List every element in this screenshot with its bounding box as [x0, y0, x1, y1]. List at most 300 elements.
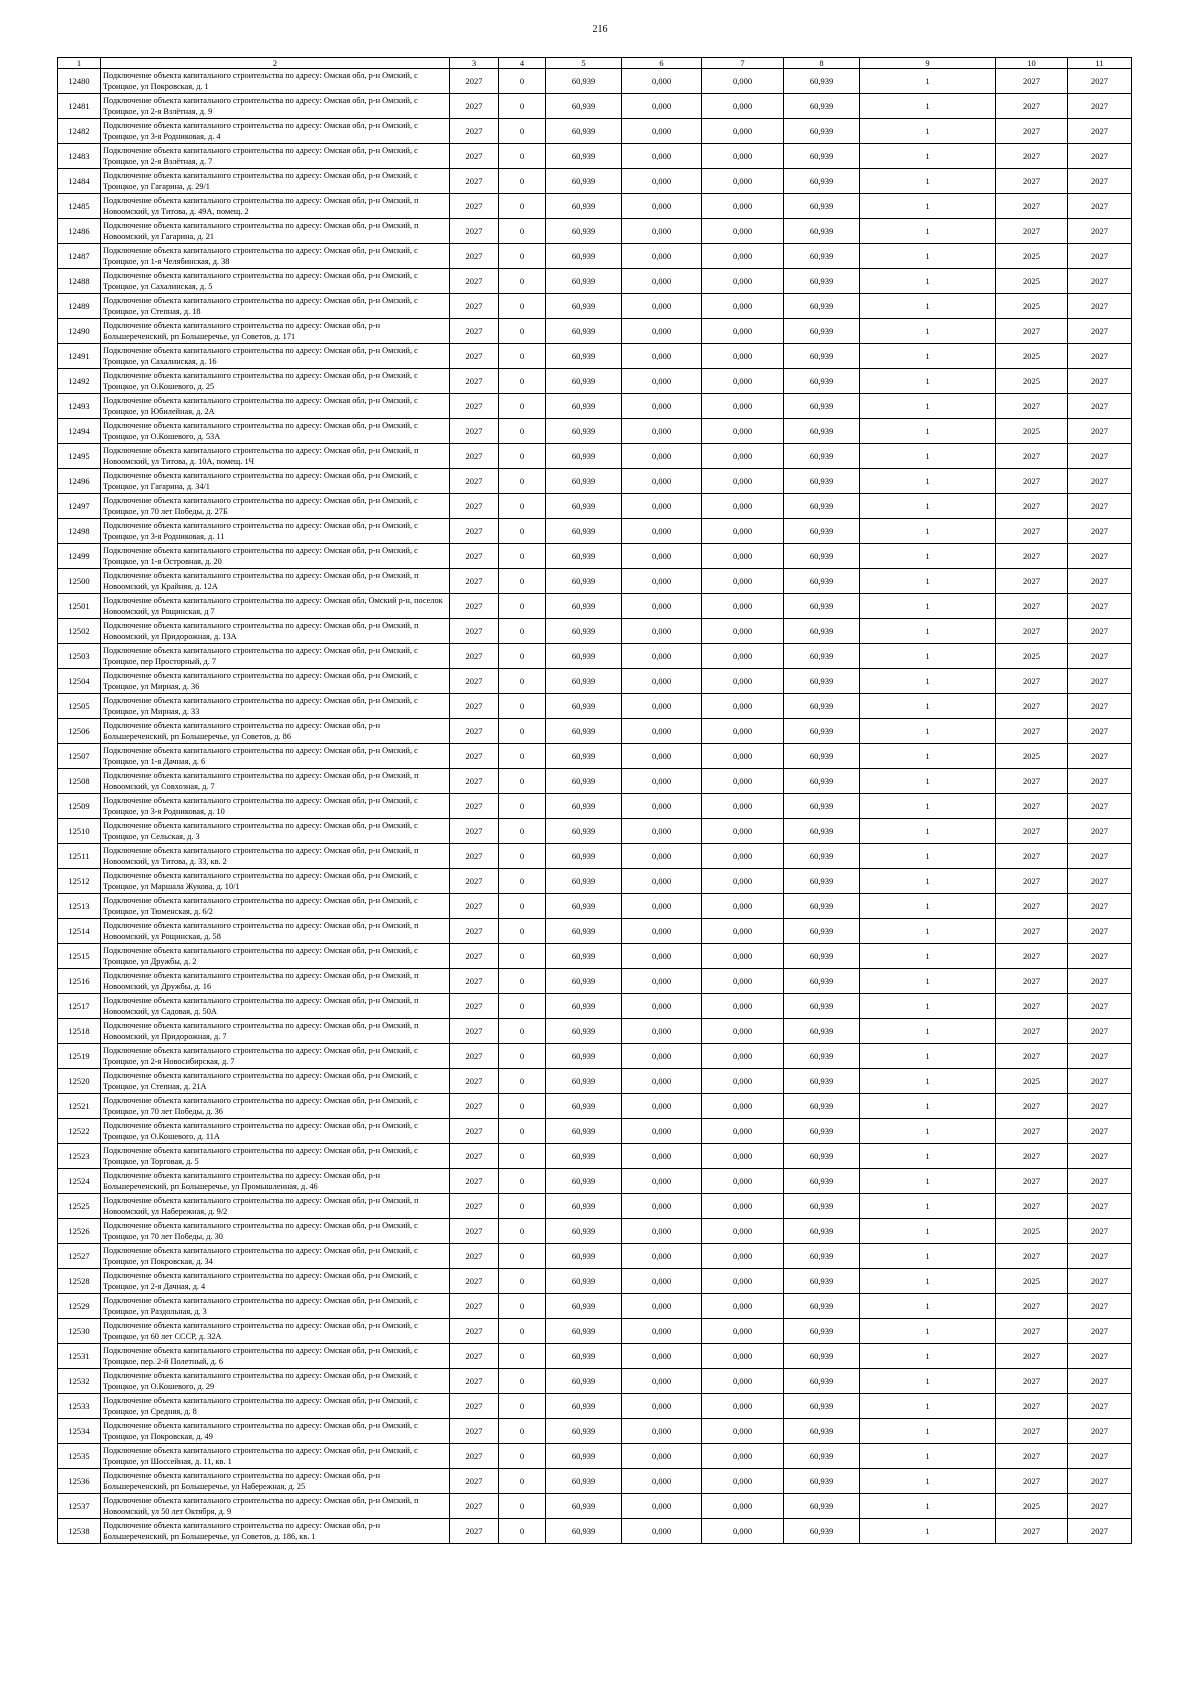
cell-col8: 60,939 [784, 719, 860, 744]
row-description: Подключение объекта капитального строительства по адресу: Омская обл, р-н Омский, с Троицкое, ул 1-я Челябинская, д. 38 [101, 244, 450, 269]
cell-col8: 60,939 [784, 694, 860, 719]
row-description: Подключение объекта капитального строительства по адресу: Омская обл, р-н Большереченский, рп Большеречье, ул Набережная, д. 25 [101, 1469, 450, 1494]
cell-col11: 2027 [1068, 1144, 1132, 1169]
row-description: Подключение объекта капитального строительства по адресу: Омская обл, р-н Омский, с Троицкое, ул О.Кошевого, д. 25 [101, 369, 450, 394]
cell-col4: 0 [499, 569, 546, 594]
row-number: 12483 [58, 144, 101, 169]
cell-col4: 0 [499, 1419, 546, 1444]
row-number: 12529 [58, 1294, 101, 1319]
row-number: 12531 [58, 1344, 101, 1369]
cell-col9: 1 [860, 494, 996, 519]
row-number: 12503 [58, 644, 101, 669]
cell-col10: 2025 [996, 244, 1068, 269]
row-description: Подключение объекта капитального строительства по адресу: Омская обл, р-н Омский, с Троицкое, ул Сельская, д. 3 [101, 819, 450, 844]
cell-col5: 60,939 [546, 419, 622, 444]
row-number: 12491 [58, 344, 101, 369]
cell-col9: 1 [860, 544, 996, 569]
row-description: Подключение объекта капитального строительства по адресу: Омская обл, р-н Омский, с Троицкое, ул 1-я Островная, д. 20 [101, 544, 450, 569]
cell-col4: 0 [499, 1269, 546, 1294]
cell-col7: 0,000 [702, 969, 784, 994]
cell-col6: 0,000 [622, 544, 702, 569]
table-row [58, 1094, 1132, 1119]
row-description: Подключение объекта капитального строительства по адресу: Омская обл, р-н Омский, с Троицкое, ул 3-я Родниковая, д. 4 [101, 119, 450, 144]
table-row [58, 1119, 1132, 1144]
row-number: 12498 [58, 519, 101, 544]
row-description: Подключение объекта капитального строительства по адресу: Омская обл, р-н Омский, с Троицкое, ул Покровская, д. 49 [101, 1419, 450, 1444]
cell-col3: 2027 [450, 194, 499, 219]
cell-col5: 60,939 [546, 1394, 622, 1419]
row-number: 12497 [58, 494, 101, 519]
cell-col11: 2027 [1068, 919, 1132, 944]
cell-col11: 2027 [1068, 1069, 1132, 1094]
cell-col11: 2027 [1068, 494, 1132, 519]
cell-col5: 60,939 [546, 1469, 622, 1494]
cell-col8: 60,939 [784, 1244, 860, 1269]
cell-col5: 60,939 [546, 344, 622, 369]
cell-col11: 2027 [1068, 994, 1132, 1019]
cell-col4: 0 [499, 1194, 546, 1219]
cell-col8: 60,939 [784, 1369, 860, 1394]
cell-col10: 2027 [996, 819, 1068, 844]
cell-col8: 60,939 [784, 944, 860, 969]
row-description: Подключение объекта капитального строительства по адресу: Омская обл, р-н Омский, с Троицкое, ул Тюменская, д. 6/2 [101, 894, 450, 919]
cell-col6: 0,000 [622, 1144, 702, 1169]
cell-col9: 1 [860, 969, 996, 994]
row-description: Подключение объекта капитального строительства по адресу: Омская обл, р-н Омский, с Троицкое, ул Гагарина, д. 34/1 [101, 469, 450, 494]
cell-col11: 2027 [1068, 1344, 1132, 1369]
cell-col11: 2027 [1068, 644, 1132, 669]
cell-col9: 1 [860, 419, 996, 444]
cell-col3: 2027 [450, 1144, 499, 1169]
cell-col9: 1 [860, 1394, 996, 1419]
cell-col7: 0,000 [702, 994, 784, 1019]
cell-col11: 2027 [1068, 1494, 1132, 1519]
cell-col10: 2027 [996, 394, 1068, 419]
column-header: 1 [58, 58, 101, 69]
table-row [58, 1244, 1132, 1269]
cell-col6: 0,000 [622, 1169, 702, 1194]
table-row [58, 844, 1132, 869]
cell-col11: 2027 [1068, 1194, 1132, 1219]
cell-col8: 60,939 [784, 919, 860, 944]
row-description: Подключение объекта капитального строительства по адресу: Омская обл, р-н Омский, с Троицкое, ул 3-я Родниковая, д. 11 [101, 519, 450, 544]
row-number: 12518 [58, 1019, 101, 1044]
cell-col3: 2027 [450, 244, 499, 269]
cell-col6: 0,000 [622, 69, 702, 94]
cell-col9: 1 [860, 1269, 996, 1294]
cell-col5: 60,939 [546, 1144, 622, 1169]
cell-col6: 0,000 [622, 119, 702, 144]
cell-col7: 0,000 [702, 1469, 784, 1494]
table-row [58, 1144, 1132, 1169]
row-number: 12535 [58, 1444, 101, 1469]
cell-col9: 1 [860, 1469, 996, 1494]
table-row [58, 919, 1132, 944]
table-row [58, 294, 1132, 319]
cell-col5: 60,939 [546, 219, 622, 244]
cell-col4: 0 [499, 1144, 546, 1169]
table-row [58, 1219, 1132, 1244]
row-description: Подключение объекта капитального строительства по адресу: Омская обл, р-н Омский, п Новоомский, ул Придорожная, д. 13А [101, 619, 450, 644]
table-row [58, 269, 1132, 294]
cell-col3: 2027 [450, 1469, 499, 1494]
table-body [58, 69, 1132, 1544]
cell-col11: 2027 [1068, 794, 1132, 819]
cell-col3: 2027 [450, 794, 499, 819]
row-number: 12515 [58, 944, 101, 969]
cell-col4: 0 [499, 319, 546, 344]
cell-col10: 2025 [996, 1269, 1068, 1294]
cell-col6: 0,000 [622, 969, 702, 994]
cell-col5: 60,939 [546, 1019, 622, 1044]
cell-col8: 60,939 [784, 1094, 860, 1119]
cell-col10: 2027 [996, 94, 1068, 119]
cell-col11: 2027 [1068, 769, 1132, 794]
cell-col4: 0 [499, 144, 546, 169]
row-description: Подключение объекта капитального строительства по адресу: Омская обл, р-н Омский, с Троицкое, ул Торговая, д. 5 [101, 1144, 450, 1169]
cell-col4: 0 [499, 1519, 546, 1544]
cell-col9: 1 [860, 1419, 996, 1444]
cell-col7: 0,000 [702, 1169, 784, 1194]
cell-col4: 0 [499, 69, 546, 94]
row-number: 12481 [58, 94, 101, 119]
cell-col9: 1 [860, 394, 996, 419]
cell-col7: 0,000 [702, 144, 784, 169]
row-description: Подключение объекта капитального строительства по адресу: Омская обл, р-н Омский, п Новоомский, ул Совхозная, д. 7 [101, 769, 450, 794]
cell-col9: 1 [860, 1444, 996, 1469]
cell-col5: 60,939 [546, 669, 622, 694]
cell-col6: 0,000 [622, 669, 702, 694]
table-row [58, 1419, 1132, 1444]
cell-col10: 2027 [996, 944, 1068, 969]
cell-col11: 2027 [1068, 1394, 1132, 1419]
cell-col11: 2027 [1068, 269, 1132, 294]
cell-col6: 0,000 [622, 1344, 702, 1369]
cell-col11: 2027 [1068, 444, 1132, 469]
cell-col10: 2027 [996, 1019, 1068, 1044]
cell-col6: 0,000 [622, 769, 702, 794]
cell-col10: 2027 [996, 1319, 1068, 1344]
cell-col10: 2027 [996, 469, 1068, 494]
cell-col3: 2027 [450, 69, 499, 94]
cell-col9: 1 [860, 569, 996, 594]
cell-col8: 60,939 [784, 294, 860, 319]
cell-col6: 0,000 [622, 719, 702, 744]
cell-col9: 1 [860, 894, 996, 919]
cell-col11: 2027 [1068, 344, 1132, 369]
cell-col3: 2027 [450, 1069, 499, 1094]
cell-col11: 2027 [1068, 1469, 1132, 1494]
cell-col6: 0,000 [622, 644, 702, 669]
cell-col5: 60,939 [546, 1419, 622, 1444]
cell-col11: 2027 [1068, 1019, 1132, 1044]
cell-col10: 2027 [996, 919, 1068, 944]
cell-col7: 0,000 [702, 194, 784, 219]
row-number: 12484 [58, 169, 101, 194]
table-row [58, 669, 1132, 694]
cell-col5: 60,939 [546, 769, 622, 794]
cell-col5: 60,939 [546, 1194, 622, 1219]
cell-col3: 2027 [450, 319, 499, 344]
cell-col11: 2027 [1068, 394, 1132, 419]
row-description: Подключение объекта капитального строительства по адресу: Омская обл, р-н Омский, с Троицкое, ул О.Кошевого, д. 29 [101, 1369, 450, 1394]
cell-col7: 0,000 [702, 369, 784, 394]
cell-col11: 2027 [1068, 844, 1132, 869]
cell-col8: 60,939 [784, 1469, 860, 1494]
cell-col4: 0 [499, 419, 546, 444]
cell-col9: 1 [860, 444, 996, 469]
table-row [58, 719, 1132, 744]
row-number: 12532 [58, 1369, 101, 1394]
cell-col10: 2027 [996, 119, 1068, 144]
cell-col9: 1 [860, 944, 996, 969]
cell-col3: 2027 [450, 444, 499, 469]
cell-col4: 0 [499, 1294, 546, 1319]
table-row [58, 1169, 1132, 1194]
cell-col10: 2027 [996, 144, 1068, 169]
cell-col6: 0,000 [622, 1319, 702, 1344]
cell-col7: 0,000 [702, 119, 784, 144]
cell-col5: 60,939 [546, 744, 622, 769]
cell-col4: 0 [499, 1069, 546, 1094]
cell-col10: 2027 [996, 444, 1068, 469]
cell-col10: 2027 [996, 519, 1068, 544]
cell-col3: 2027 [450, 694, 499, 719]
table-row [58, 544, 1132, 569]
cell-col6: 0,000 [622, 869, 702, 894]
cell-col5: 60,939 [546, 1294, 622, 1319]
row-description: Подключение объекта капитального строительства по адресу: Омская обл, р-н Омский, п Новоомский, ул 50 лет Октября, д. 9 [101, 1494, 450, 1519]
table-row [58, 644, 1132, 669]
cell-col4: 0 [499, 1469, 546, 1494]
cell-col3: 2027 [450, 294, 499, 319]
cell-col6: 0,000 [622, 1219, 702, 1244]
cell-col10: 2027 [996, 1094, 1068, 1119]
cell-col11: 2027 [1068, 319, 1132, 344]
cell-col3: 2027 [450, 1169, 499, 1194]
cell-col11: 2027 [1068, 869, 1132, 894]
cell-col10: 2027 [996, 569, 1068, 594]
cell-col5: 60,939 [546, 844, 622, 869]
row-description: Подключение объекта капитального строительства по адресу: Омская обл, р-н Омский, с Троицкое, ул Дружбы, д. 2 [101, 944, 450, 969]
cell-col6: 0,000 [622, 894, 702, 919]
cell-col7: 0,000 [702, 519, 784, 544]
cell-col10: 2027 [996, 194, 1068, 219]
cell-col8: 60,939 [784, 994, 860, 1019]
cell-col5: 60,939 [546, 1069, 622, 1094]
cell-col6: 0,000 [622, 1294, 702, 1319]
cell-col7: 0,000 [702, 394, 784, 419]
cell-col11: 2027 [1068, 194, 1132, 219]
cell-col10: 2027 [996, 719, 1068, 744]
cell-col5: 60,939 [546, 1444, 622, 1469]
cell-col9: 1 [860, 519, 996, 544]
cell-col11: 2027 [1068, 244, 1132, 269]
table-row [58, 1494, 1132, 1519]
cell-col4: 0 [499, 944, 546, 969]
cell-col3: 2027 [450, 419, 499, 444]
cell-col9: 1 [860, 869, 996, 894]
row-description: Подключение объекта капитального строительства по адресу: Омская обл, р-н Омский, с Троицкое, ул Покровская, д. 1 [101, 69, 450, 94]
row-description: Подключение объекта капитального строительства по адресу: Омская обл, р-н Омский, п Новоомский, ул Титова, д. 10А, помещ. 1Ч [101, 444, 450, 469]
cell-col9: 1 [860, 619, 996, 644]
row-description: Подключение объекта капитального строительства по адресу: Омская обл, р-н Омский, с Троицкое, ул 60 лет СССР, д. 32А [101, 1319, 450, 1344]
cell-col9: 1 [860, 1219, 996, 1244]
row-number: 12512 [58, 869, 101, 894]
cell-col5: 60,939 [546, 619, 622, 644]
cell-col8: 60,939 [784, 894, 860, 919]
cell-col5: 60,939 [546, 1169, 622, 1194]
cell-col6: 0,000 [622, 269, 702, 294]
row-number: 12506 [58, 719, 101, 744]
cell-col3: 2027 [450, 1244, 499, 1269]
cell-col4: 0 [499, 1494, 546, 1519]
table-row [58, 1044, 1132, 1069]
cell-col3: 2027 [450, 519, 499, 544]
table-row [58, 94, 1132, 119]
cell-col8: 60,939 [784, 569, 860, 594]
cell-col10: 2027 [996, 994, 1068, 1019]
row-description: Подключение объекта капитального строительства по адресу: Омская обл, р-н Омский, с Троицкое, ул Сахалинская, д. 16 [101, 344, 450, 369]
cell-col8: 60,939 [784, 969, 860, 994]
cell-col9: 1 [860, 1294, 996, 1319]
cell-col11: 2027 [1068, 1219, 1132, 1244]
cell-col3: 2027 [450, 1119, 499, 1144]
cell-col10: 2027 [996, 694, 1068, 719]
cell-col5: 60,939 [546, 719, 622, 744]
row-number: 12516 [58, 969, 101, 994]
cell-col10: 2027 [996, 794, 1068, 819]
cell-col8: 60,939 [784, 394, 860, 419]
cell-col9: 1 [860, 1319, 996, 1344]
cell-col4: 0 [499, 1094, 546, 1119]
cell-col8: 60,939 [784, 1269, 860, 1294]
row-number: 12538 [58, 1519, 101, 1544]
table-row [58, 469, 1132, 494]
cell-col7: 0,000 [702, 1419, 784, 1444]
cell-col10: 2027 [996, 594, 1068, 619]
table-row [58, 694, 1132, 719]
cell-col4: 0 [499, 869, 546, 894]
cell-col8: 60,939 [784, 869, 860, 894]
cell-col5: 60,939 [546, 869, 622, 894]
row-number: 12524 [58, 1169, 101, 1194]
cell-col5: 60,939 [546, 994, 622, 1019]
cell-col5: 60,939 [546, 1119, 622, 1144]
table-row [58, 744, 1132, 769]
cell-col11: 2027 [1068, 169, 1132, 194]
table-row [58, 444, 1132, 469]
cell-col6: 0,000 [622, 1519, 702, 1544]
cell-col6: 0,000 [622, 1369, 702, 1394]
row-description: Подключение объекта капитального строительства по адресу: Омская обл, р-н Большереченский, рп Большеречье, ул Промышленная, д. 46 [101, 1169, 450, 1194]
cell-col8: 60,939 [784, 619, 860, 644]
cell-col3: 2027 [450, 719, 499, 744]
cell-col11: 2027 [1068, 419, 1132, 444]
row-description: Подключение объекта капитального строительства по адресу: Омская обл, р-н Омский, с Троицкое, пер Просторный, д. 7 [101, 644, 450, 669]
cell-col3: 2027 [450, 1019, 499, 1044]
cell-col6: 0,000 [622, 1194, 702, 1219]
row-number: 12489 [58, 294, 101, 319]
cell-col4: 0 [499, 1444, 546, 1469]
cell-col7: 0,000 [702, 269, 784, 294]
cell-col5: 60,939 [546, 1219, 622, 1244]
cell-col11: 2027 [1068, 744, 1132, 769]
cell-col8: 60,939 [784, 794, 860, 819]
cell-col5: 60,939 [546, 444, 622, 469]
cell-col6: 0,000 [622, 619, 702, 644]
cell-col5: 60,939 [546, 644, 622, 669]
cell-col3: 2027 [450, 1269, 499, 1294]
cell-col6: 0,000 [622, 1019, 702, 1044]
cell-col9: 1 [860, 469, 996, 494]
table-row [58, 994, 1132, 1019]
cell-col4: 0 [499, 469, 546, 494]
cell-col7: 0,000 [702, 444, 784, 469]
table-row [58, 1369, 1132, 1394]
row-description: Подключение объекта капитального строительства по адресу: Омская обл, р-н Омский, с Троицкое, ул 70 лет Победы, д. 30 [101, 1219, 450, 1244]
row-number: 12536 [58, 1469, 101, 1494]
row-number: 12537 [58, 1494, 101, 1519]
row-number: 12507 [58, 744, 101, 769]
row-number: 12493 [58, 394, 101, 419]
cell-col10: 2025 [996, 744, 1068, 769]
cell-col6: 0,000 [622, 1394, 702, 1419]
cell-col7: 0,000 [702, 569, 784, 594]
row-number: 12499 [58, 544, 101, 569]
cell-col11: 2027 [1068, 144, 1132, 169]
cell-col9: 1 [860, 1519, 996, 1544]
cell-col6: 0,000 [622, 1269, 702, 1294]
cell-col10: 2027 [996, 169, 1068, 194]
cell-col11: 2027 [1068, 294, 1132, 319]
cell-col11: 2027 [1068, 594, 1132, 619]
row-number: 12500 [58, 569, 101, 594]
cell-col4: 0 [499, 994, 546, 1019]
cell-col10: 2027 [996, 1344, 1068, 1369]
table-row [58, 119, 1132, 144]
cell-col7: 0,000 [702, 1369, 784, 1394]
cell-col11: 2027 [1068, 1094, 1132, 1119]
cell-col5: 60,939 [546, 894, 622, 919]
table-row [58, 819, 1132, 844]
cell-col8: 60,939 [784, 244, 860, 269]
table-row [58, 1469, 1132, 1494]
cell-col6: 0,000 [622, 319, 702, 344]
cell-col3: 2027 [450, 94, 499, 119]
cell-col7: 0,000 [702, 1019, 784, 1044]
cell-col5: 60,939 [546, 544, 622, 569]
cell-col8: 60,939 [784, 1044, 860, 1069]
cell-col3: 2027 [450, 1219, 499, 1244]
row-description: Подключение объекта капитального строительства по адресу: Омская обл, р-н Омский, п Новоомский, ул Титова, д. 49А, помещ. 2 [101, 194, 450, 219]
table-row [58, 1294, 1132, 1319]
cell-col4: 0 [499, 1394, 546, 1419]
cell-col7: 0,000 [702, 1394, 784, 1419]
cell-col7: 0,000 [702, 1294, 784, 1319]
column-header: 3 [450, 58, 499, 69]
row-number: 12523 [58, 1144, 101, 1169]
table-row [58, 1444, 1132, 1469]
cell-col4: 0 [499, 819, 546, 844]
cell-col11: 2027 [1068, 894, 1132, 919]
cell-col9: 1 [860, 1344, 996, 1369]
cell-col7: 0,000 [702, 669, 784, 694]
row-number: 12502 [58, 619, 101, 644]
table-row [58, 1319, 1132, 1344]
table-row [58, 619, 1132, 644]
cell-col6: 0,000 [622, 1244, 702, 1269]
